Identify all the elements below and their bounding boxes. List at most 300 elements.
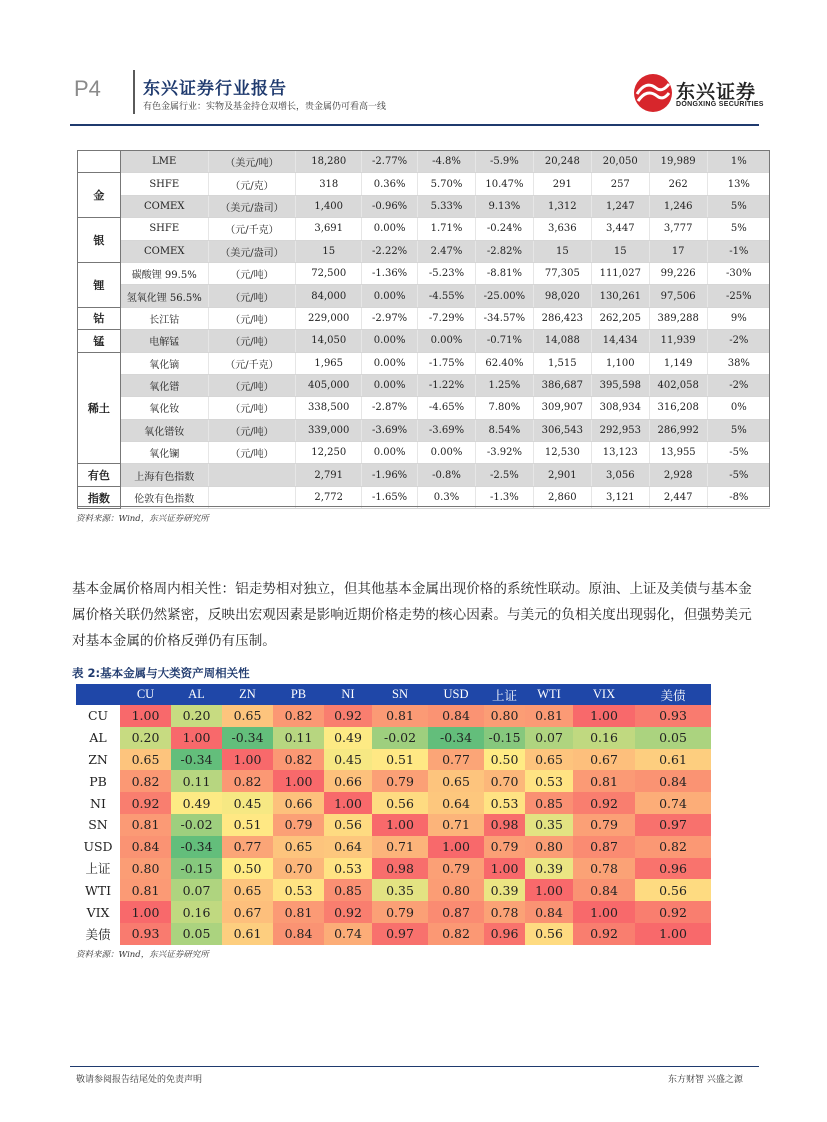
heatmap-cell: 0.92 [324, 705, 372, 727]
heatmap-cell: 0.78 [484, 901, 525, 923]
heatmap-row [76, 923, 711, 945]
table-cell: 1,100 [591, 352, 649, 374]
table-cell: -3.92% [475, 442, 533, 464]
table-cell: 77,305 [533, 262, 591, 284]
table-cell: -34.57% [475, 307, 533, 329]
heatmap-cell: 0.81 [525, 705, 573, 727]
table-item-name: SHFE [120, 173, 208, 195]
heatmap-column-header: ZN [222, 684, 273, 705]
footer-disclaimer: 敬请参阅报告结尾处的免责声明 [76, 1075, 203, 1085]
heatmap-cell: 0.64 [324, 836, 372, 858]
table-cell: 291 [533, 173, 591, 195]
table-cell: 1,247 [591, 195, 649, 217]
table-cell: 14,088 [533, 330, 591, 352]
heatmap-cell: -0.34 [171, 749, 222, 771]
heatmap-cell: 0.39 [525, 858, 573, 880]
table-row [78, 330, 771, 352]
heatmap-cell: 0.87 [573, 836, 635, 858]
table-cell: 111,027 [591, 262, 649, 284]
table-cell: 1,515 [533, 352, 591, 374]
table-cell: -1.22% [418, 374, 476, 396]
table-cell: -5% [707, 442, 770, 464]
heatmap-cell: 0.78 [573, 858, 635, 880]
heatmap-cell: 0.45 [222, 792, 273, 814]
table-cell: 3,056 [591, 464, 649, 486]
heatmap-cell: 0.81 [120, 814, 171, 836]
table-cell: -2% [707, 374, 770, 396]
heatmap-cell: 0.53 [324, 858, 372, 880]
table-cell: 306,543 [533, 419, 591, 441]
heatmap-corner [76, 684, 120, 705]
heatmap-cell: 0.84 [428, 705, 484, 727]
table-cell: 14,434 [591, 330, 649, 352]
table-cell: 18,280 [296, 151, 362, 173]
table-cell: 11,939 [649, 330, 707, 352]
table-row [78, 486, 771, 508]
heatmap-cell: 0.49 [171, 792, 222, 814]
heatmap-cell: 0.77 [428, 749, 484, 771]
heatmap-cell: 0.80 [525, 836, 573, 858]
table-cell: 13,955 [649, 442, 707, 464]
heatmap-cell: 0.16 [171, 901, 222, 923]
heatmap-cell: 0.82 [428, 923, 484, 945]
heatmap-cell: 0.65 [222, 879, 273, 901]
table-cell: -3.69% [418, 419, 476, 441]
table-cell: 262,205 [591, 307, 649, 329]
heatmap-cell: 0.70 [484, 770, 525, 792]
table-cell: 229,000 [296, 307, 362, 329]
table-cell: 9% [707, 307, 770, 329]
table-item-name: 氢氧化锂 56.5% [120, 285, 208, 307]
table-cell: 2,791 [296, 464, 362, 486]
table-cell: 286,992 [649, 419, 707, 441]
heatmap-row [76, 901, 711, 923]
table-cell: 15 [591, 240, 649, 262]
table-cell: -2.22% [362, 240, 418, 262]
heatmap-cell: 0.84 [573, 879, 635, 901]
heatmap-cell: 0.92 [573, 792, 635, 814]
heatmap-cell: 0.81 [120, 879, 171, 901]
table-row [78, 195, 771, 217]
heatmap-cell: 0.92 [120, 792, 171, 814]
heatmap-cell: -0.34 [222, 727, 273, 749]
table-cell: 0.3% [418, 486, 476, 508]
heatmap-cell: 1.00 [372, 814, 428, 836]
footer-rule [70, 1066, 759, 1067]
heatmap-cell: 0.79 [372, 901, 428, 923]
heatmap-cell: 0.79 [428, 858, 484, 880]
table-group-label: 钴 [78, 307, 121, 329]
heatmap-cell: 0.70 [273, 858, 324, 880]
table-cell: 0% [707, 397, 770, 419]
heatmap-column-header: 上证 [484, 684, 525, 705]
table-cell: -5.9% [475, 151, 533, 173]
heatmap-row-label: 美债 [76, 923, 120, 945]
table-row [78, 397, 771, 419]
table-row [78, 262, 771, 284]
heatmap-cell: 1.00 [573, 705, 635, 727]
heatmap-column-header: NI [324, 684, 372, 705]
table-cell: 257 [591, 173, 649, 195]
table-cell: -1.96% [362, 464, 418, 486]
heatmap-cell: 0.53 [484, 792, 525, 814]
table-cell: -2.5% [475, 464, 533, 486]
heatmap-cell: 0.53 [525, 770, 573, 792]
heatmap-cell: 0.87 [428, 901, 484, 923]
table-item-name: 上海有色指数 [120, 464, 208, 486]
table-cell: -2.97% [362, 307, 418, 329]
table-unit: （元/吨） [208, 285, 296, 307]
heatmap-column-header: USD [428, 684, 484, 705]
heatmap-cell: 1.00 [120, 901, 171, 923]
heatmap-row-label: SN [76, 814, 120, 836]
table-cell: 20,248 [533, 151, 591, 173]
table-cell: 286,423 [533, 307, 591, 329]
table-cell: 1,965 [296, 352, 362, 374]
heatmap-cell: 0.20 [120, 727, 171, 749]
correlation-paragraph: 基本金属价格周内相关性：铝走势相对独立，但其他基本金属出现价格的系统性联动。原油、上证及美债与基本金属价格关联仍然紧密，反映出宏观因素是影响近期价格走势的核心因素。与美元的负相关度出现弱化，但强势美元对基本金属的价格反弹仍有压制。 [72, 581, 752, 649]
table-row [78, 374, 771, 396]
correlation-heatmap [76, 684, 711, 945]
heatmap-cell: 0.97 [635, 814, 711, 836]
heatmap-cell: 0.79 [372, 770, 428, 792]
table-row [78, 285, 771, 307]
table-cell: 395,598 [591, 374, 649, 396]
heatmap-cell: 0.66 [324, 770, 372, 792]
table-cell: 1,400 [296, 195, 362, 217]
table-unit: （元/千克） [208, 218, 296, 240]
table-cell: -0.71% [475, 330, 533, 352]
heatmap-row [76, 705, 711, 727]
table-cell: -4.55% [418, 285, 476, 307]
table-cell: 309,907 [533, 397, 591, 419]
heatmap-cell: 0.92 [573, 923, 635, 945]
heatmap-cell: 0.71 [428, 814, 484, 836]
table-cell: 5% [707, 195, 770, 217]
table-unit: （元/吨） [208, 262, 296, 284]
heatmap-cell: -0.15 [171, 858, 222, 880]
heatmap-cell: 0.67 [573, 749, 635, 771]
table-cell: -5.23% [418, 262, 476, 284]
heatmap-cell: 0.56 [635, 879, 711, 901]
table-cell: 3,777 [649, 218, 707, 240]
heatmap-row-label: 上证 [76, 858, 120, 880]
table-cell: 2,860 [533, 486, 591, 508]
heatmap-cell: 1.00 [222, 749, 273, 771]
heatmap-cell: 0.85 [525, 792, 573, 814]
table-cell: 5.33% [418, 195, 476, 217]
table-cell: -30% [707, 262, 770, 284]
heatmap-cell: 0.79 [273, 814, 324, 836]
heatmap-cell: 0.82 [273, 705, 324, 727]
table-unit: （元/吨） [208, 307, 296, 329]
heatmap-cell: 0.50 [484, 749, 525, 771]
table-item-name: SHFE [120, 218, 208, 240]
table-cell: -2.87% [362, 397, 418, 419]
heatmap-cell: 0.79 [573, 814, 635, 836]
heatmap-cell: 0.64 [428, 792, 484, 814]
heatmap-row [76, 836, 711, 858]
table-cell: 72,500 [296, 262, 362, 284]
report-title: 东兴证券行业报告 [143, 79, 287, 99]
table-cell: -0.24% [475, 218, 533, 240]
table-group-label: 指数 [78, 486, 121, 508]
heatmap-row [76, 770, 711, 792]
heatmap-cell: 0.49 [324, 727, 372, 749]
table-cell: -8% [707, 486, 770, 508]
heatmap-cell: 1.00 [120, 705, 171, 727]
report-subtitle: 有色金属行业：实物及基金持仓双增长，贵金属仍可看高一线 [143, 102, 387, 112]
table-unit: （元/吨） [208, 374, 296, 396]
table-cell: -2.77% [362, 151, 418, 173]
table-group-label: 银 [78, 218, 121, 263]
heatmap-cell: -0.34 [171, 836, 222, 858]
table-row [78, 218, 771, 240]
table-cell: 1.25% [475, 374, 533, 396]
table-cell: 13% [707, 173, 770, 195]
heatmap-cell: 0.56 [324, 814, 372, 836]
table-cell: 14,050 [296, 330, 362, 352]
table-cell: 130,261 [591, 285, 649, 307]
table-group-label [78, 151, 121, 173]
heatmap-cell: 0.20 [171, 705, 222, 727]
table-cell: 0.00% [362, 352, 418, 374]
page-number: P4 [74, 76, 101, 101]
table-cell: 386,687 [533, 374, 591, 396]
heatmap-cell: 0.82 [635, 836, 711, 858]
heatmap-cell: 0.82 [222, 770, 273, 792]
heatmap-cell: 0.92 [324, 901, 372, 923]
metal-price-table [77, 150, 770, 509]
heatmap-cell: 0.35 [525, 814, 573, 836]
table-cell: 12,250 [296, 442, 362, 464]
table-cell: 2,772 [296, 486, 362, 508]
heatmap-row-label: CU [76, 705, 120, 727]
table-cell: 316,208 [649, 397, 707, 419]
heatmap-cell: -0.02 [171, 814, 222, 836]
heatmap-cell: 0.92 [635, 901, 711, 923]
table-item-name: COMEX [120, 195, 208, 217]
table-row [78, 442, 771, 464]
table-item-name: LME [120, 151, 208, 173]
table-cell: 1,149 [649, 352, 707, 374]
heatmap-cell: 1.00 [635, 923, 711, 945]
table-cell: 5% [707, 218, 770, 240]
table-unit: （元/吨） [208, 397, 296, 419]
table-item-name: 碳酸锂 99.5% [120, 262, 208, 284]
heatmap-cell: 0.84 [120, 836, 171, 858]
table-item-name: COMEX [120, 240, 208, 262]
heatmap-column-header: AL [171, 684, 222, 705]
heatmap-cell: 0.07 [171, 879, 222, 901]
table-unit: （元/克） [208, 173, 296, 195]
heatmap-cell: 0.66 [273, 792, 324, 814]
table-unit: （美元/盎司） [208, 240, 296, 262]
heatmap-row-label: ZN [76, 749, 120, 771]
heatmap-cell: 0.85 [324, 879, 372, 901]
table2-source: 资料来源：Wind，东兴证券研究所 [76, 950, 209, 960]
table-cell: 15 [296, 240, 362, 262]
heatmap-row [76, 749, 711, 771]
table-cell: 318 [296, 173, 362, 195]
table-item-name: 氧化镧 [120, 442, 208, 464]
table-unit [208, 486, 296, 508]
table-group-label: 金 [78, 173, 121, 218]
heatmap-cell: 0.98 [484, 814, 525, 836]
table-cell: -25.00% [475, 285, 533, 307]
heatmap-row [76, 879, 711, 901]
heatmap-cell: 0.11 [273, 727, 324, 749]
heatmap-cell: 0.39 [484, 879, 525, 901]
heatmap-cell: 0.71 [372, 836, 428, 858]
table-cell: 7.80% [475, 397, 533, 419]
table-cell: -4.65% [418, 397, 476, 419]
heatmap-cell: 1.00 [525, 879, 573, 901]
table-cell: 2.47% [418, 240, 476, 262]
table-item-name: 长江钴 [120, 307, 208, 329]
footer-slogan: 东方财智 兴盛之源 [668, 1075, 743, 1085]
heatmap-cell: 0.82 [273, 749, 324, 771]
header-divider [133, 70, 135, 114]
heatmap-cell: 0.56 [525, 923, 573, 945]
table-cell: 2,901 [533, 464, 591, 486]
heatmap-cell: 1.00 [573, 901, 635, 923]
table-cell: -1.65% [362, 486, 418, 508]
table-cell: 3,691 [296, 218, 362, 240]
table-row [78, 151, 771, 173]
heatmap-cell: 0.45 [324, 749, 372, 771]
table-cell: -0.8% [418, 464, 476, 486]
heatmap-cell: 0.97 [372, 923, 428, 945]
heatmap-cell: 0.74 [635, 792, 711, 814]
table-cell: 1.71% [418, 218, 476, 240]
heatmap-cell: 0.81 [573, 770, 635, 792]
table-cell: 17 [649, 240, 707, 262]
table-cell: -7.29% [418, 307, 476, 329]
table-cell: 9.13% [475, 195, 533, 217]
logo-name: 东兴证券 [676, 81, 757, 103]
table-cell: -2% [707, 330, 770, 352]
table-cell: 2,447 [649, 486, 707, 508]
table-cell: 3,121 [591, 486, 649, 508]
table-cell: 13,123 [591, 442, 649, 464]
table-unit: （元/千克） [208, 352, 296, 374]
heatmap-cell: 0.93 [120, 923, 171, 945]
table-cell: 1,312 [533, 195, 591, 217]
table-row [78, 173, 771, 195]
table-cell: 0.00% [362, 330, 418, 352]
heatmap-row [76, 792, 711, 814]
table-cell: 0.00% [418, 442, 476, 464]
heatmap-row [76, 814, 711, 836]
heatmap-row-label: WTI [76, 879, 120, 901]
table-cell: 3,447 [591, 218, 649, 240]
table-cell: -0.96% [362, 195, 418, 217]
table-cell: 84,000 [296, 285, 362, 307]
heatmap-cell: 0.96 [635, 858, 711, 880]
heatmap-row-label: PB [76, 770, 120, 792]
table-row [78, 464, 771, 486]
heatmap-cell: 0.67 [222, 901, 273, 923]
table-cell: 405,000 [296, 374, 362, 396]
table-cell: 1,246 [649, 195, 707, 217]
table-unit: （美元/吨） [208, 151, 296, 173]
table-cell: 5.70% [418, 173, 476, 195]
heatmap-cell: 0.16 [573, 727, 635, 749]
heatmap-row [76, 727, 711, 749]
table-row [78, 307, 771, 329]
heatmap-cell: 0.65 [273, 836, 324, 858]
table-item-name: 氧化镨钕 [120, 419, 208, 441]
table-item-name: 氧化钕 [120, 397, 208, 419]
heatmap-cell: 0.79 [484, 836, 525, 858]
table-cell: 0.00% [418, 330, 476, 352]
table-cell: 99,226 [649, 262, 707, 284]
table-row [78, 419, 771, 441]
table-group-label: 稀土 [78, 352, 121, 464]
table1-source: 资料来源：Wind，东兴证券研究所 [76, 514, 209, 524]
table-group-label: 有色 [78, 464, 121, 486]
heatmap-cell: -0.02 [372, 727, 428, 749]
table-cell: 19,989 [649, 151, 707, 173]
table-cell: 1% [707, 151, 770, 173]
table-item-name: 伦敦有色指数 [120, 486, 208, 508]
table-cell: 338,500 [296, 397, 362, 419]
heatmap-column-header: VIX [573, 684, 635, 705]
table2-caption: 表 2:基本金属与大类资产周相关性 [72, 666, 250, 680]
table-row [78, 240, 771, 262]
table-cell: 0.00% [362, 285, 418, 307]
heatmap-cell: 0.84 [525, 901, 573, 923]
table-cell: 0.00% [362, 442, 418, 464]
table-cell: 5% [707, 419, 770, 441]
heatmap-cell: 0.65 [222, 705, 273, 727]
heatmap-cell: 0.61 [635, 749, 711, 771]
heatmap-cell: 1.00 [171, 727, 222, 749]
heatmap-cell: 0.82 [120, 770, 171, 792]
heatmap-cell: 0.98 [372, 858, 428, 880]
heatmap-cell: 0.74 [324, 923, 372, 945]
table-cell: -1.3% [475, 486, 533, 508]
table-cell: 12,530 [533, 442, 591, 464]
table-cell: 38% [707, 352, 770, 374]
table-item-name: 电解锰 [120, 330, 208, 352]
table-cell: -25% [707, 285, 770, 307]
table-cell: -5% [707, 464, 770, 486]
heatmap-cell: 0.56 [372, 792, 428, 814]
table-cell: 62.40% [475, 352, 533, 374]
heatmap-cell: -0.15 [484, 727, 525, 749]
table-cell: -3.69% [362, 419, 418, 441]
table-cell: 339,000 [296, 419, 362, 441]
table-group-label: 锂 [78, 262, 121, 307]
table-unit: （元/吨） [208, 419, 296, 441]
heatmap-cell: 0.65 [428, 770, 484, 792]
table-cell: 402,058 [649, 374, 707, 396]
table-cell: -1% [707, 240, 770, 262]
heatmap-row [76, 858, 711, 880]
table-cell: 8.54% [475, 419, 533, 441]
heatmap-cell: 0.81 [273, 901, 324, 923]
heatmap-row-label: VIX [76, 901, 120, 923]
table-item-name: 氧化镨 [120, 374, 208, 396]
table-cell: 20,050 [591, 151, 649, 173]
heatmap-cell: 0.80 [428, 879, 484, 901]
table-cell: 389,288 [649, 307, 707, 329]
heatmap-cell: 0.93 [635, 705, 711, 727]
heatmap-column-header: 美债 [635, 684, 711, 705]
table-unit: （元/吨） [208, 442, 296, 464]
